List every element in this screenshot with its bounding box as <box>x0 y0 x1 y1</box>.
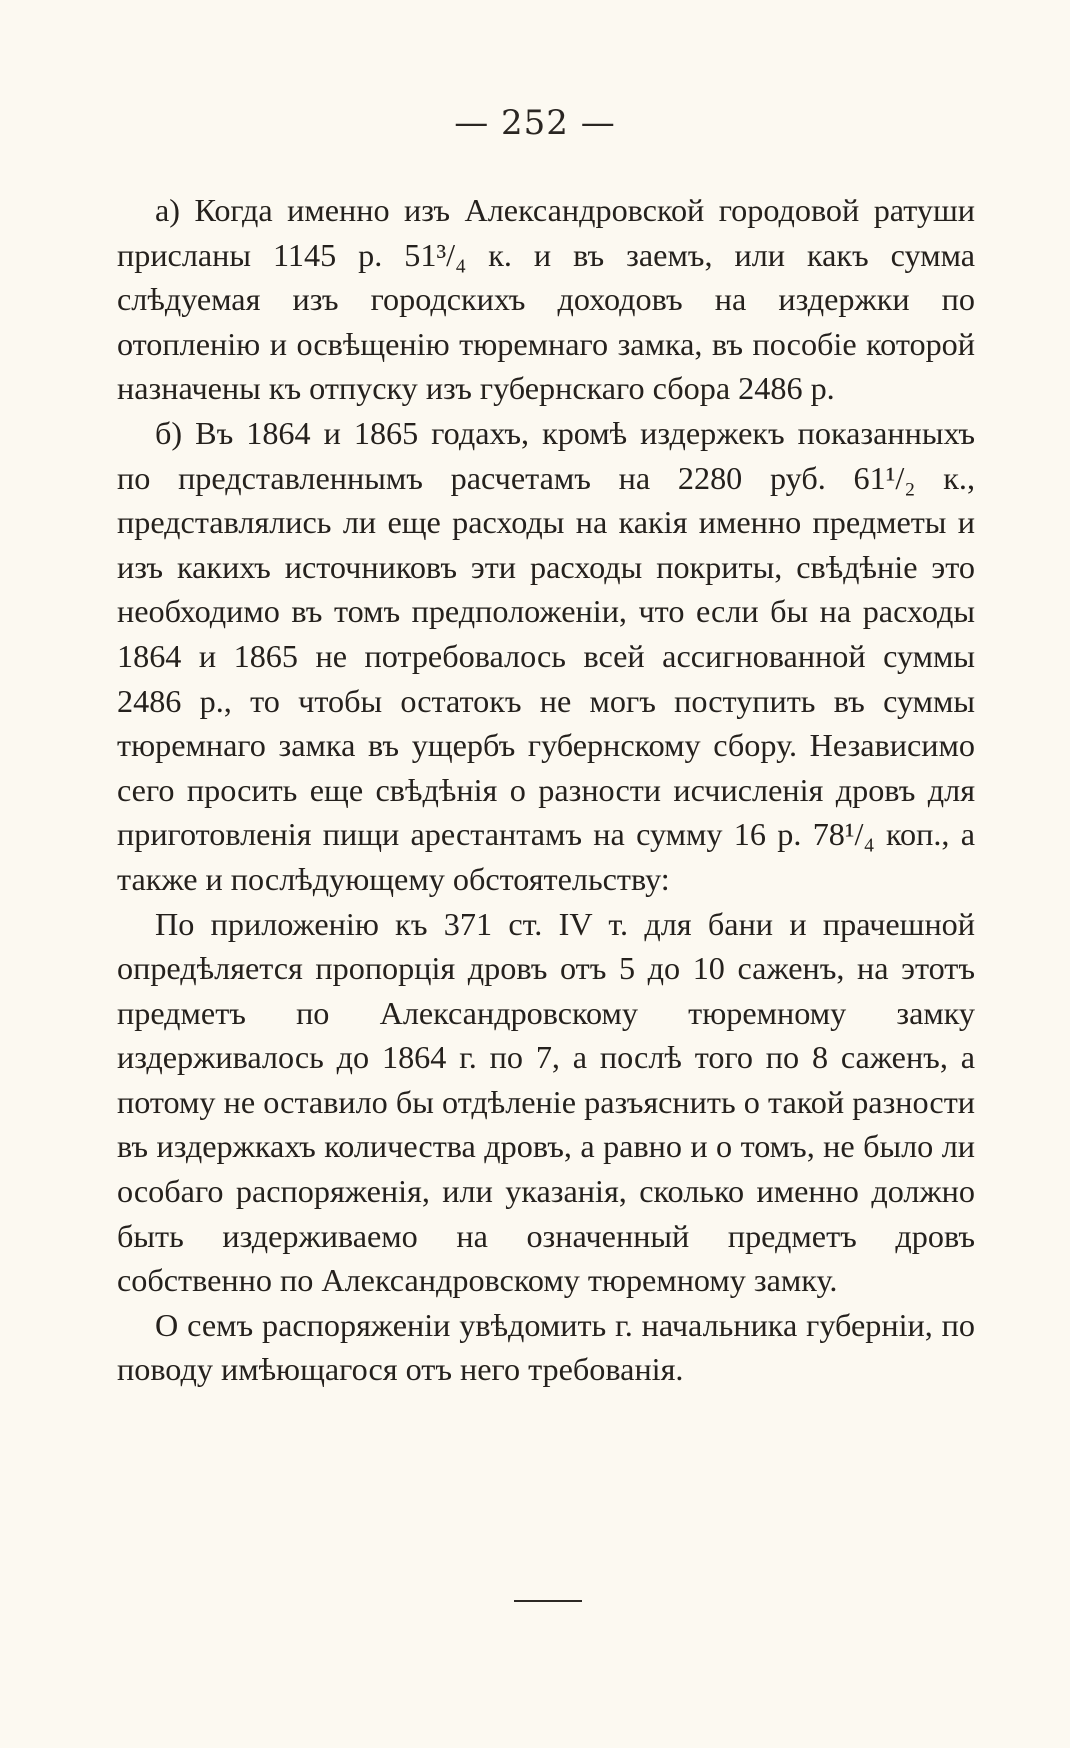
end-rule <box>514 1600 582 1602</box>
page-number: — 252 — <box>454 103 616 143</box>
body-text <box>117 188 975 1392</box>
paragraph-a: а) Когда именно изъ Александровской городовой ратуши присланы 1145 р. 51³/₄ к. и въ заемъ, или какъ сумма слѣдуемая изъ городскихъ доходовъ на издержки по отопленію и освѣщенію тюремнаго замка, въ пособіе которой назначены къ отпуску изъ губернскаго сбора 2486 р. <box>117 192 975 407</box>
paragraph-b: б) Въ 1864 и 1865 годахъ, кромѣ издержекъ показанныхъ по представленнымъ расчетамъ на 2280 руб. 61¹/₂ к., представлялись ли еще расходы на какія именно предметы и изъ какихъ источниковъ эти расходы покриты, свѣдѣніе это необходимо въ томъ предположеніи, что если бы на расходы 1864 и 1865 не потребовалось всей ассигнованной суммы 2486 р., то чтобы остатокъ не могъ поступить въ суммы тюремнаго замка въ ущербъ губернскому сбору. Независимо сего просить еще свѣдѣнія о разности исчисленія дровъ для приготовленія пищи арестантамъ на сумму 16 р. 78¹/₄ коп., а также и послѣдующему обстоятельству: <box>117 414 975 897</box>
paragraph-appendix: По приложенію къ 371 ст. IV т. для бани и прачешной опредѣляется пропорція дровъ отъ 5 до 10 саженъ, на этотъ предметъ по Александровскому тюремному замку издерживалось до 1864 г. по 7, а послѣ того по 8 саженъ, а потому не оставило бы отдѣленіе разъяснить о такой разности въ издержкахъ количества дровъ, а равно и о томъ, не было ли особаго распоряженія, или указанія, сколько именно должно быть издерживаемо на означенный предметъ дровъ собственно по Александровскому тюремному замку. <box>117 905 975 1299</box>
paragraph-conclusion: О семъ распоряженіи увѣдомить г. начальника губерніи, по поводу имѣющагося отъ него требованія. <box>117 1306 975 1388</box>
